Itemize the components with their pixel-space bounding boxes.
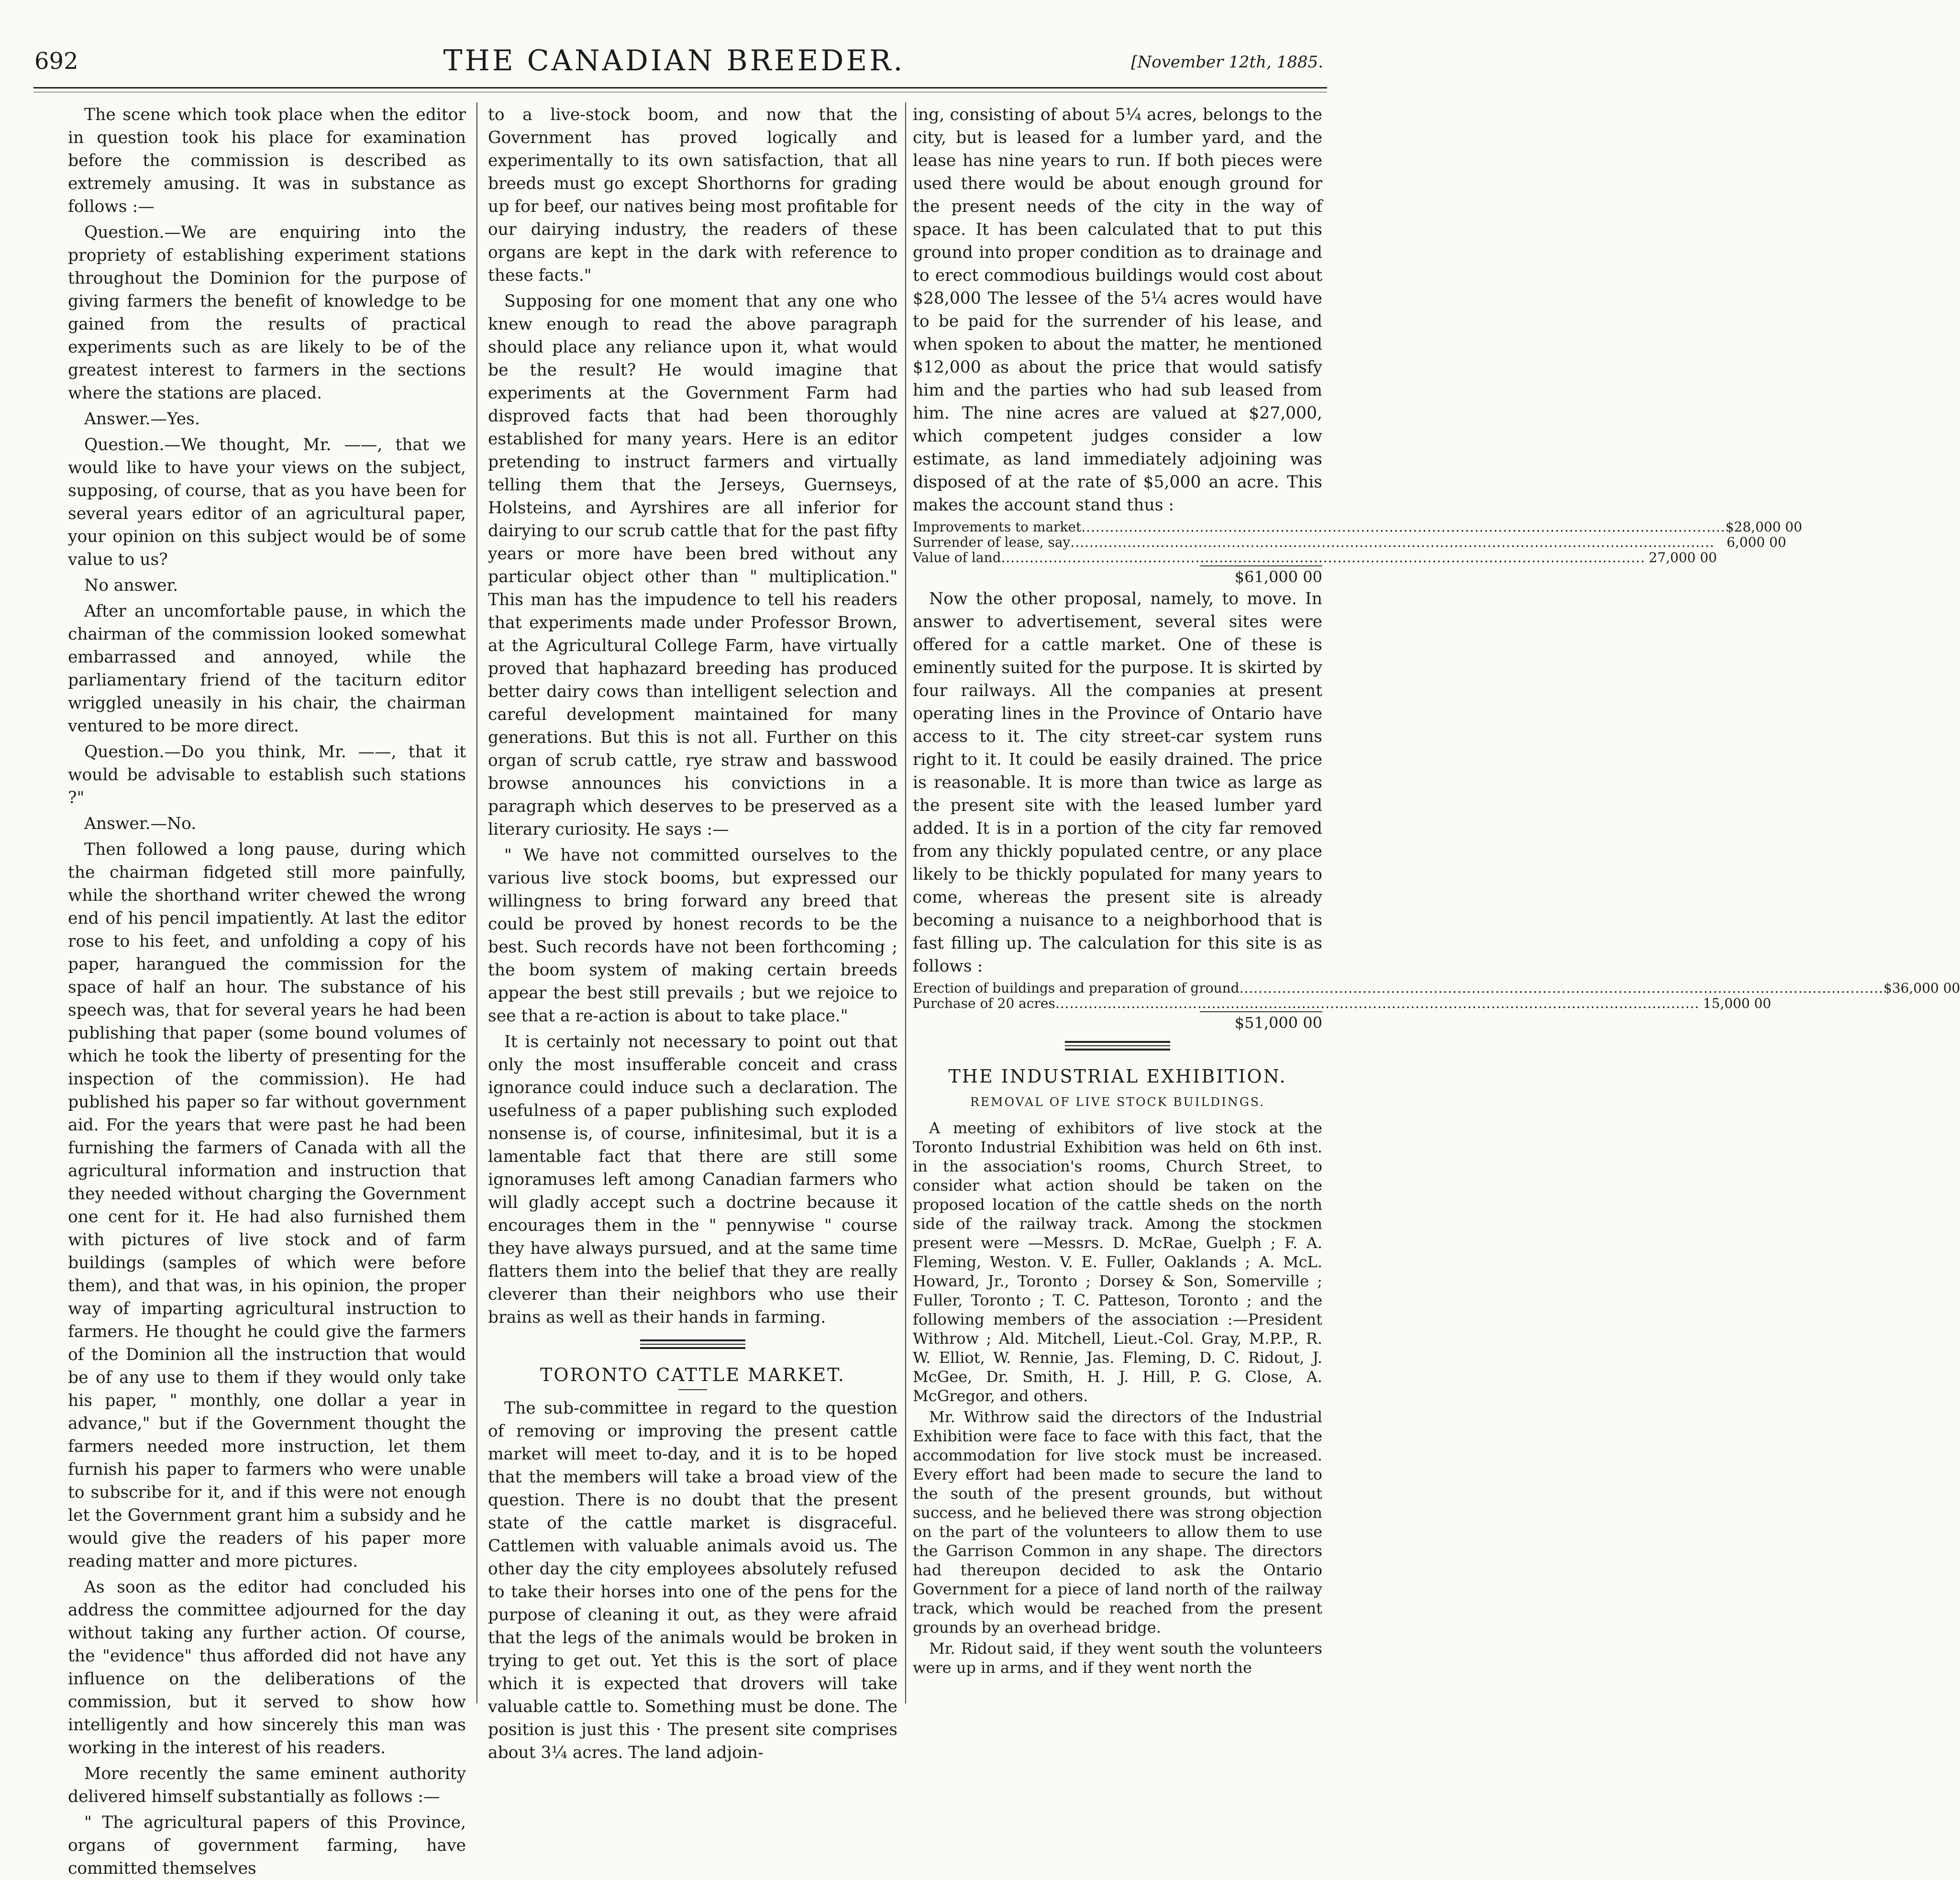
- account-total: $51,000 00: [1200, 1011, 1322, 1030]
- header-rule-thick: [33, 87, 1327, 88]
- paragraph: No answer.: [84, 576, 178, 595]
- section-subheading: REMOVAL OF LIVE STOCK BUILDINGS.: [970, 1095, 1265, 1109]
- account-label: Improvements to market: [913, 519, 1082, 535]
- account-label: Value of land: [913, 550, 1001, 565]
- paragraph: Mr. Ridout said, if they went south the volunteers were up in arms, and if they went north the: [913, 1639, 1322, 1677]
- column-divider: [476, 102, 477, 1703]
- paragraph: Mr. Withrow said the directors of the Industrial Exhibition were face to face with this fact, that the accommodation for live stock must be increased. Every effort had been made to secure the land to the south of the present grounds, but without success, and he believed there was strong objection on the part of the volunteers to allow them to use the Garrison Common in any shape. The directors had thereupon decided to ask the Ontario Government for a piece of land north of the railway track, which would be reached from the present grounds by an overhead bridge.: [913, 1408, 1322, 1637]
- publication-title: THE CANADIAN BREEDER.: [443, 44, 905, 77]
- paragraph: Supposing for one moment that any one who knew enough to read the above paragraph should place any reliance upon it, what would be the result? He would imagine that experiments at the Government Farm had disproved facts that had been thoroughly established for many years. Here is an editor pretending to instruct farmers and virtually telling them that the Jerseys, Guernseys, Holsteins, and Ayrshires are all inferior for dairying to our scrub cattle that for the past fifty years or more have been bred without any particular object other than " multiplication." This man has the impudence to tell his readers that experiments made under Professor Brown, at the Agricultural College Farm, have virtually proved that haphazard breeding has produced better dairy cows than intelligent selection and careful development maintained for many generations. But this is not all. Further on this organ of scrub cattle, rye straw and basswood browse announces his convictions in a paragraph which deserves to be preserved as a literary curiosity. He says :—: [488, 292, 897, 839]
- paragraph: Then followed a long pause, during which the chairman fidgeted still more painfully, while the shorthand writer chewed the wrong end of his pencil impatiently. At last the editor rose to his feet, and unfolding a copy of his paper, harangued the commission for the space of half an hour. The substance of his speech was, that for several years he had been publishing that paper (some bound volumes of which he took the liberty of presenting for the inspection of the commission). He had published his paper so far without government aid. For the years that were past he had been furnishing the farmers of Canada with all the agricultural information and instruction that they needed without charging the Government one cent for it. He had also furnished them with pictures of live stock and of farm buildings (samples of which were before them), and that was, in his opinion, the proper way of imparting agricultural instruction to farmers. He thought he could give the farmers of the Dominion all the instruction that would be of any use to them if they would only take his paper, " monthly, one dollar a year in advance," but if the Government thought the farmers needed more instruction, let them furnish his paper to farmers who were unable to subscribe for it, and if this were not enough let the Government grant him a subsidy and he would give the readers of his paper more reading matter and more pictures.: [68, 840, 466, 1571]
- page-number: 692: [34, 48, 78, 75]
- account-table-1: [913, 519, 1803, 586]
- account-row: [913, 980, 1960, 996]
- account-table-2: [913, 980, 1960, 1032]
- account-total: $61,000 00: [1200, 565, 1322, 585]
- account-label: Surrender of lease, say: [913, 534, 1071, 550]
- paragraph: Answer.—No.: [84, 814, 197, 833]
- quotation: " We have not committed ourselves to the various live stock booms, but expressed our willingness to bring forward any breed that could be proved by honest records to be the best. Such records have not been forthcoming ; the boom system of making certain breeds appear the best still prevails ; but we rejoice to see that a re-action is about to take place.": [488, 846, 897, 1026]
- paragraph: After an uncomfortable pause, in which the chairman of the commission looked somewhat embarrassed and annoyed, while the parliamentary friend of the taciturn editor wriggled uneasily in his chair, the chairman ventured to be more direct.: [68, 602, 466, 736]
- column-1: [68, 103, 466, 1878]
- paragraph: It is certainly not necessary to point out that only the most insufferable conceit and crass ignorance could induce such a declaration. The usefulness of a paper publishing such exploded nonsense is, of course, infinitesimal, but it is a lamentable fact that there are still some ignoramuses left among Canadian farmers who will gladly accept such a doctrine because it encourages them in the " pennywise " course they have always pursued, and at the same time flatters them into the belief that they are really cleverer than their neighbors who use their brains as well as their hands in farming.: [488, 1032, 897, 1327]
- issue-date: [November 12th, 1885.: [1131, 53, 1323, 72]
- section-separator: [640, 1339, 745, 1349]
- section-heading-cattle-market: TORONTO CATTLE MARKET.: [540, 1364, 845, 1385]
- account-amount: 6,000 00: [1727, 534, 1786, 550]
- account-row: [913, 519, 1803, 535]
- paragraph: More recently the same eminent authority delivered himself substantially as follows :—: [68, 1764, 466, 1806]
- account-row: [913, 995, 1772, 1011]
- paragraph: Question.—We thought, Mr. ——, that we would like to have your views on the subject, supposing, of course, that as you have been for several years editor of an agricultural paper, your opinion on this subject would be of some value to us?: [68, 435, 466, 569]
- small-type-body: [913, 1118, 1322, 1677]
- account-amount: $36,000 00: [1883, 980, 1960, 996]
- account-amount: $28,000 00: [1725, 519, 1803, 535]
- account-label: Purchase of 20 acres: [913, 995, 1055, 1011]
- account-row: [913, 534, 1786, 550]
- paragraph: The sub-committee in regard to the question of removing or improving the present cattle market will meet to-day, and it is to be hoped that the members will take a broad view of the question. There is no doubt that the present state of the cattle market is disgraceful. Cattlemen with valuable animals avoid us. The other day the city employees absolutely refused to take their horses into one of the pens for the purpose of cleaning it out, as they were afraid that the legs of the animals would be broken in trying to get out. Yet this is the sort of place which it is expected that drovers will take valuable cattle to. Something must be done. The position is just this · The present site comprises about 3¼ acres. The land adjoin-: [488, 1399, 897, 1762]
- column-divider: [905, 102, 906, 1703]
- account-amount: 27,000 00: [1649, 550, 1717, 565]
- paragraph: Now the other proposal, namely, to move. In answer to advertisement, several sites were offered for a cattle market. One of these is eminently suited for the purpose. It is skirted by four railways. All the companies at present operating lines in the Province of Ontario have access to it. The city street-car system runs right to it. It could be easily drained. The price is reasonable. It is more than twice as large as the present site with the leased lumber yard added. It is in a portion of the city far removed from any thickly populated centre, or any place likely to be thickly populated for many years to come, whereas the present site is already becoming a nuisance to a neighborhood that is fast filling up. The calculation for this site is as follows :: [913, 589, 1322, 976]
- account-amount: 15,000 00: [1703, 995, 1772, 1011]
- paragraph: Answer.—Yes.: [84, 409, 200, 429]
- section-separator: [1065, 1041, 1170, 1051]
- paragraph: ing, consisting of about 5¼ acres, belongs to the city, but is leased for a lumber yard, and the lease has nine years to run. If both pieces were used there would be about enough ground for the present needs of the city in the way of space. It has been calculated that to put this ground into proper condition as to drainage and to erect commodious buildings would cost about $28,000 The lessee of the 5¼ acres would have to be paid for the surrender of his lease, and when spoken to about the matter, he mentioned $12,000 as about the price that would satisfy him and the parties who had sub leased from him. The nine acres are valued at $27,000, which competent judges consider a low estimate, as land immediately adjoining was disposed of at the rate of $5,000 an acre. This makes the account stand thus :: [913, 105, 1322, 515]
- paragraph: " The agricultural papers of this Province, organs of government farming, have committed themselves: [68, 1813, 466, 1878]
- section-heading-industrial-exhibition: THE INDUSTRIAL EXHIBITION.: [948, 1066, 1287, 1087]
- account-label: Erection of buildings and preparation of ground: [913, 980, 1240, 996]
- paragraph: A meeting of exhibitors of live stock at the Toronto Industrial Exhibition was held on 6th inst. in the association's rooms, Church Street, to consider what action should be taken on the proposed location of the cattle sheds on the north side of the railway track. Among the stockmen present were —Messrs. D. McRae, Guelph ; F. A. Fleming, Weston. V. E. Fuller, Oaklands ; A. McL. Howard, Jr., Toronto ; Dorsey & Son, Somerville ; Fuller, Toronto ; T. C. Patteson, Toronto ; and the following members of the association :—President Withrow ; Ald. Mitchell, Lieut.-Col. Gray, M.P.P., R. W. Elliot, W. Rennie, Jas. Fleming, D. C. Ridout, J. McGee, Dr. Smith, H. J. Hill, P. G. Close, A. McGregor, and others.: [913, 1119, 1322, 1405]
- heading-rule: [678, 1389, 707, 1390]
- paragraph: Question.—We are enquiring into the propriety of establishing experiment stations throughout the Dominion for the purpose of giving farmers the benefit of knowledge to be gained from the results of practical experiments such as are likely to be of the greatest interest to farmers in the sections where the stations are placed.: [68, 223, 466, 403]
- column-2: [488, 103, 897, 1762]
- paragraph: The scene which took place when the editor in question took his place for examination before the commission is described as extremely amusing. It was in substance as follows :—: [68, 105, 466, 216]
- account-row: [913, 550, 1717, 565]
- page-header: [0, 0, 1348, 91]
- paragraph: As soon as the editor had concluded his address the committee adjourned for the day without taking any further action. Of course, the "evidence" thus afforded did not have any influence on the deliberations of the commission, but it served to show how intelligently and how sincerely this man was working in the interest of his readers.: [68, 1578, 466, 1758]
- column-3: [913, 103, 1960, 1703]
- paragraph: Question.—Do you think, Mr. ——, that it would be advisable to establish such stations ?": [68, 742, 466, 807]
- paragraph: to a live-stock boom, and now that the Government has proved logically and experimentally to its own satisfaction, that all breeds must go except Shorthorns for grading up for beef, our natives being most profitable for our dairying industry, the readers of these organs are kept in the dark with reference to these facts.": [488, 105, 897, 285]
